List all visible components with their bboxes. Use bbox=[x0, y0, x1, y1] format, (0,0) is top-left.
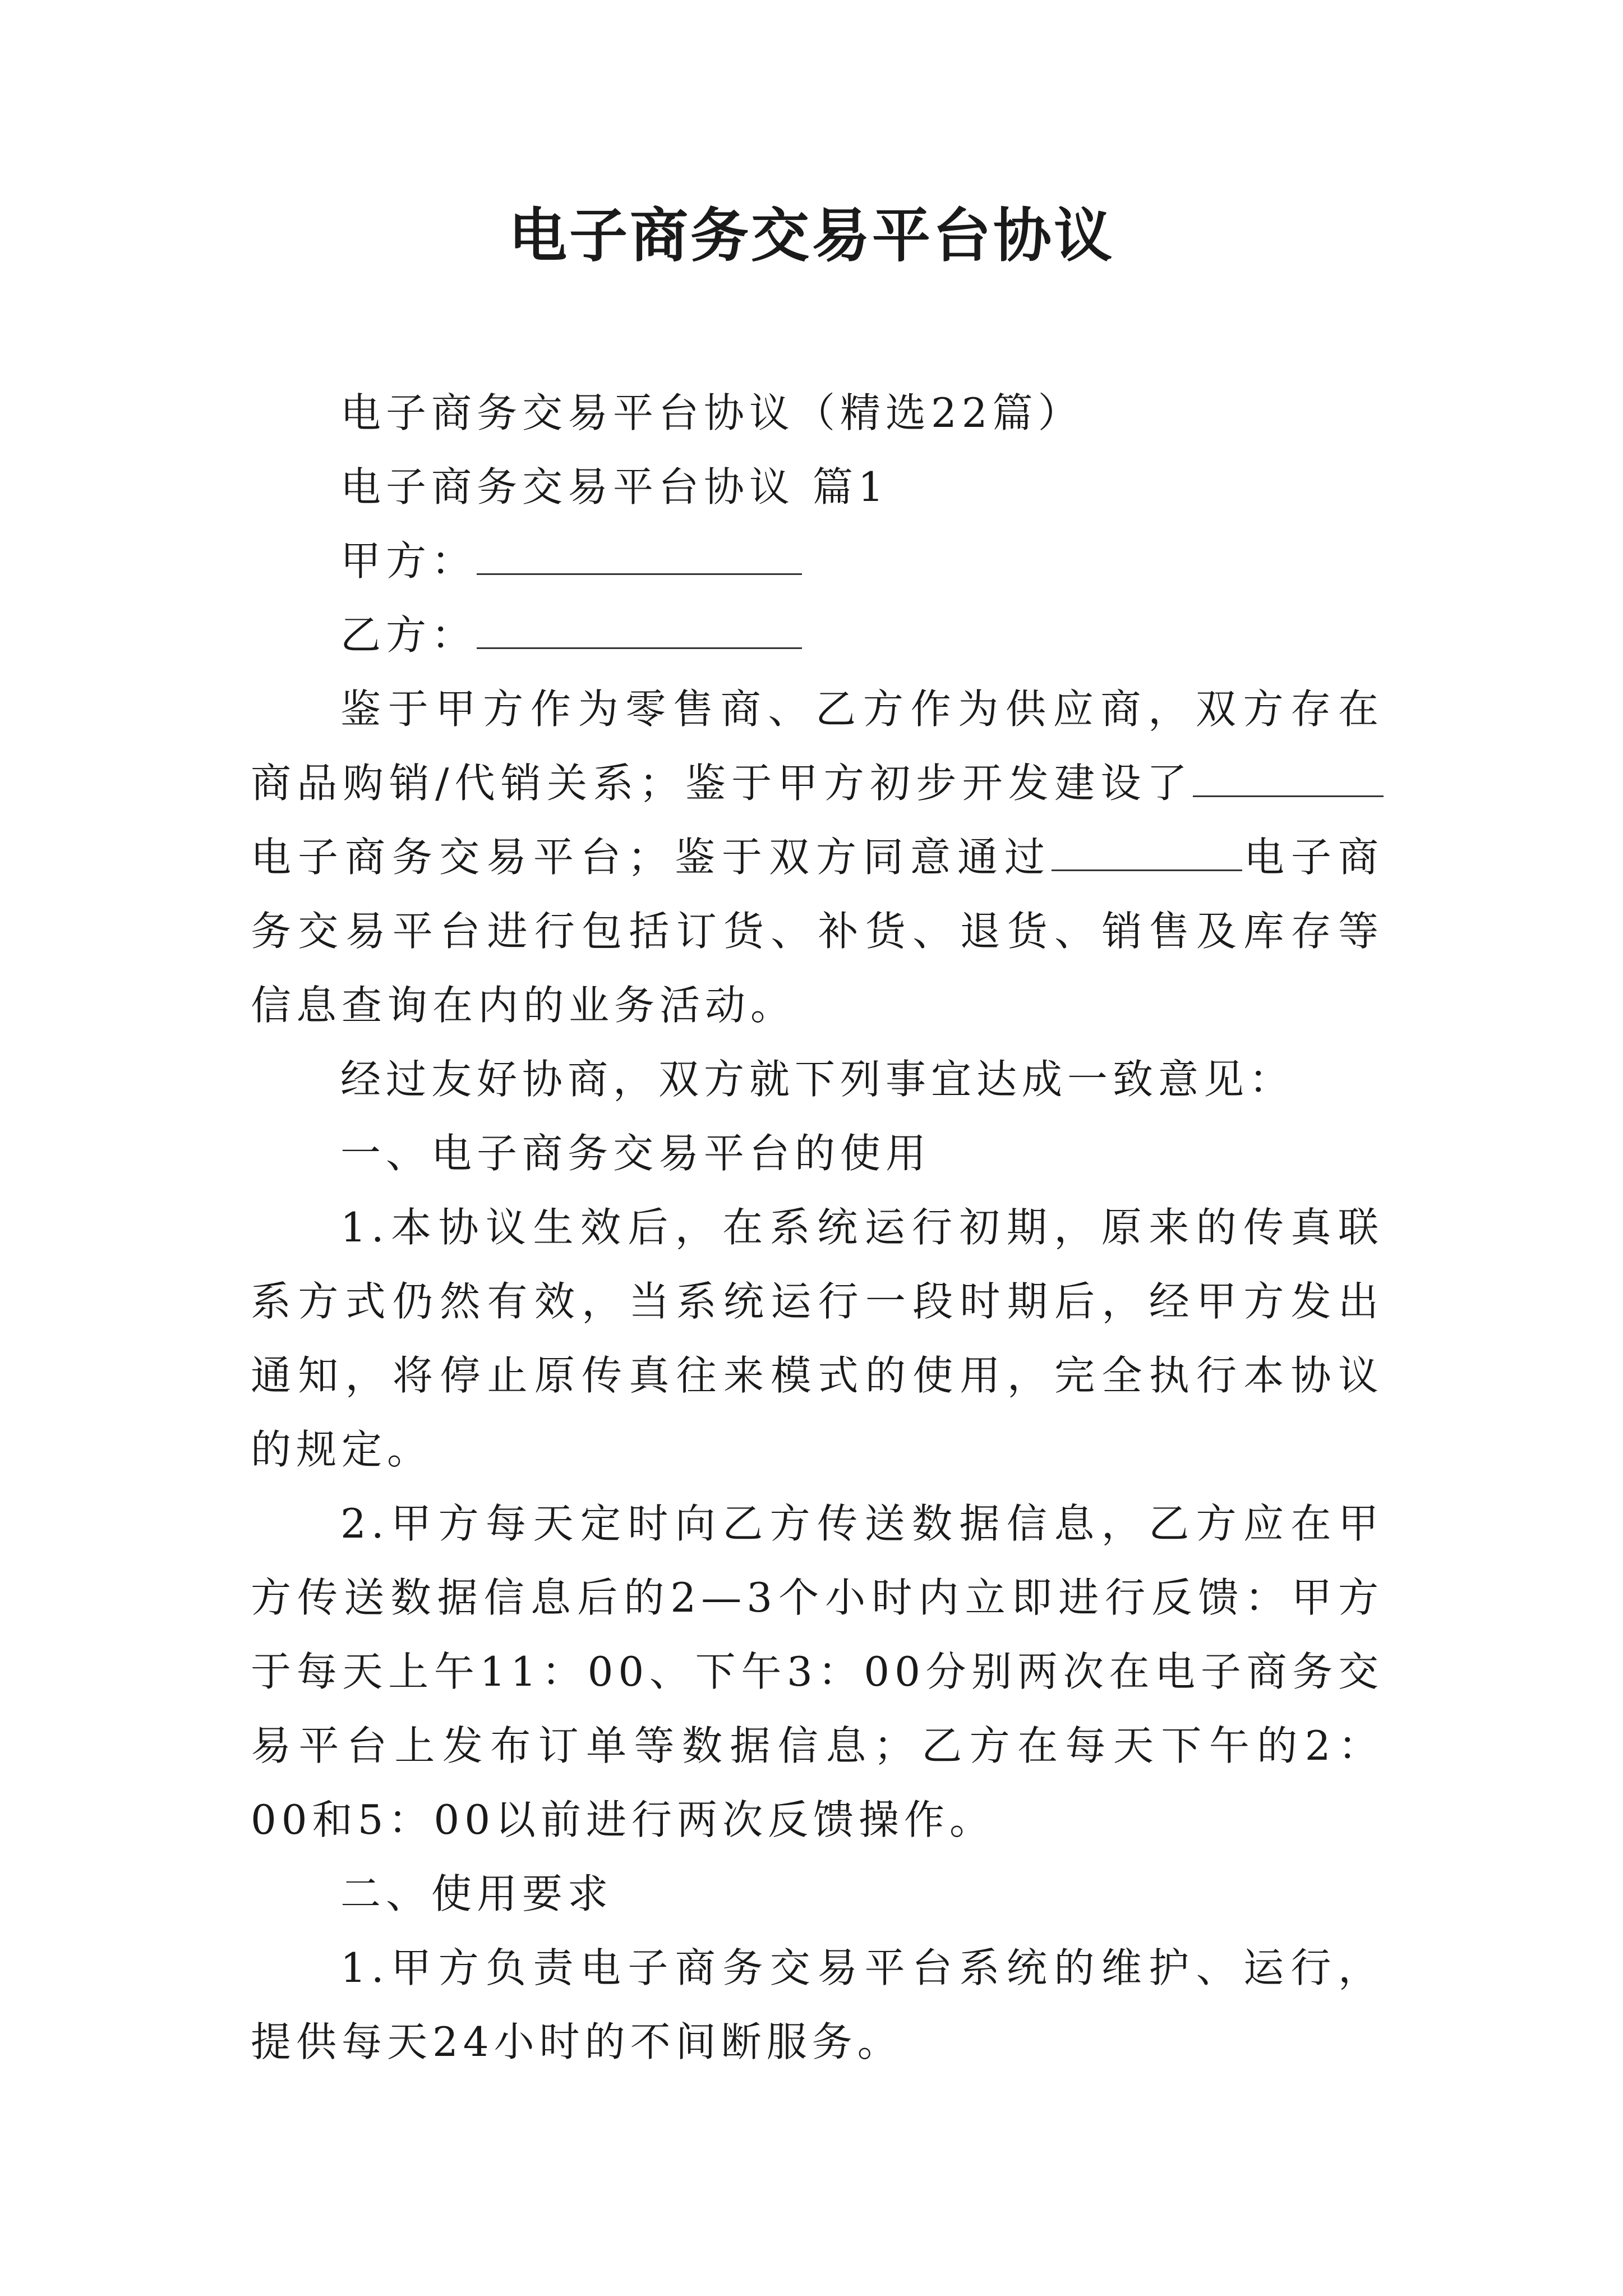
party-a-label: 甲方： bbox=[340, 537, 477, 585]
section-heading: 电子商务交易平台协议 篇1 bbox=[340, 463, 889, 510]
party-a-line bbox=[251, 524, 1384, 598]
party-b-line bbox=[251, 598, 1384, 672]
party-a-blank bbox=[477, 534, 802, 575]
clause-1-1: 1.本协议生效后，在系统运行初期，原来的传真联系方式仍然有效，当系统运行一段时期后，经甲方发出通知，将停止原传真往来模式的使用，完全执行本协议的规定。 bbox=[251, 1204, 1384, 1473]
document-body bbox=[251, 376, 1384, 2079]
party-b-label: 乙方： bbox=[340, 611, 477, 659]
clause-1-2: 2.甲方每天定时向乙方传送数据信息，乙方应在甲方传送数据信息后的2—3个小时内立即进行反馈：甲方于每天上午11：00、下午3：00分别两次在电子商务交易平台上发布订单等数据信息；乙方在每天下午的2：00和5：00以前进行两次反馈操作。 bbox=[251, 1500, 1384, 1843]
intro-part2: 电子商务交易平台；鉴于双方同意通过 bbox=[251, 834, 1052, 881]
heading-section-1: 一、电子商务交易平台的使用 bbox=[340, 1130, 932, 1177]
intro-paragraph bbox=[251, 672, 1384, 1042]
intro-part3: 电子商务交易平台进行包括订货、补货、退货、销售及库存等信息查询在内的业务活动。 bbox=[251, 834, 1384, 1029]
clause-2-1: 1.甲方负责电子商务交易平台系统的维护、运行，提供每天24小时的不间断服务。 bbox=[251, 1944, 1384, 2065]
platform-name-blank-2 bbox=[1052, 830, 1242, 871]
party-b-blank bbox=[477, 608, 802, 649]
heading-section-2: 二、使用要求 bbox=[340, 1870, 614, 1917]
platform-name-blank-1 bbox=[1193, 756, 1384, 797]
intro-part1: 鉴于甲方作为零售商、乙方作为供应商，双方存在商品购销/代销关系；鉴于甲方初步开发建设了 bbox=[251, 685, 1384, 807]
document-subtitle: 电子商务交易平台协议（精选22篇） bbox=[340, 389, 1083, 436]
consensus-paragraph: 经过友好协商，双方就下列事宜达成一致意见： bbox=[340, 1056, 1295, 1103]
document-title: 电子商务交易平台协议 bbox=[508, 201, 1114, 270]
